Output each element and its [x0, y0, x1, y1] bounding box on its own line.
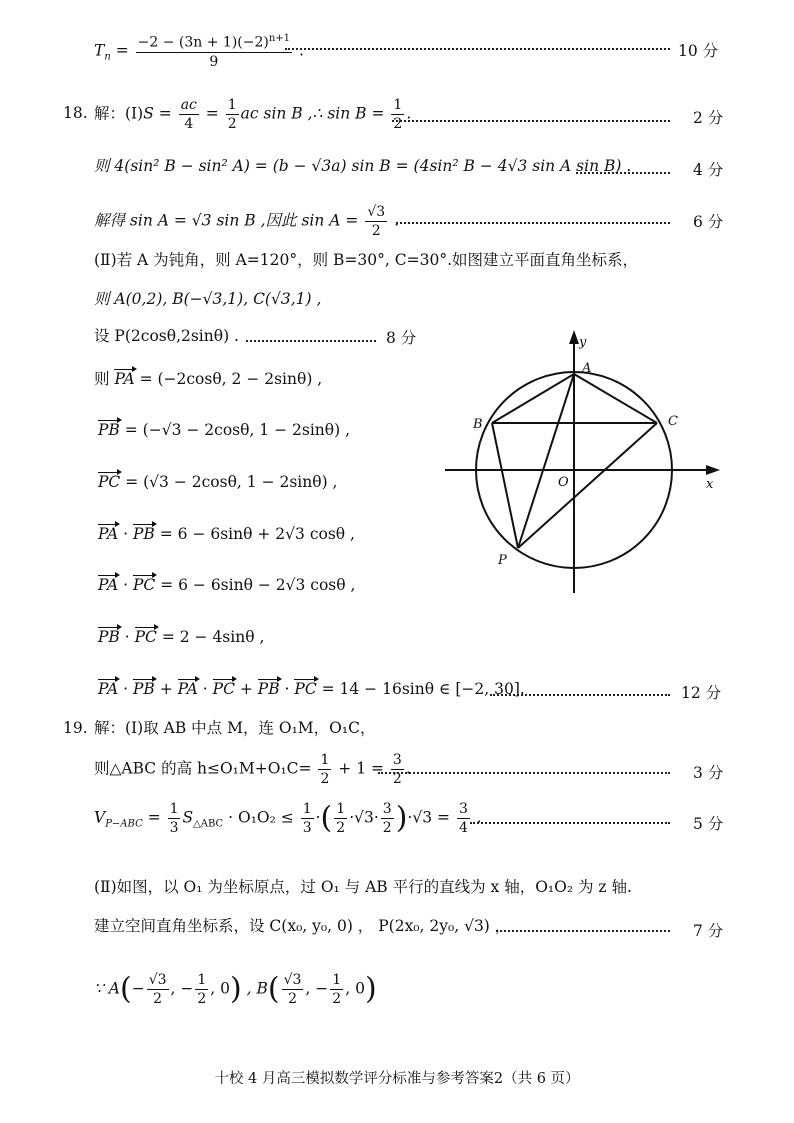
leader-dots [396, 222, 670, 224]
dot-pa-pb: PA · PB = 6 − 6sinθ + 2√3 cosθ , [98, 525, 355, 543]
q19-line6: ∵ A(− $\frac{√3}{2}$ , − $\frac{1}{2}$ , 0) , B( $\frac{√3}{2}$ , − $\frac{1}{2}$ , 0) [94, 971, 377, 1008]
score-7: 7 分 [693, 922, 724, 940]
leader-dots [496, 930, 670, 932]
score-3: 3 分 [693, 764, 724, 782]
dot-sum: PA · PB + PA · PC + PB · PC = 14 − 16sinθ ∈ [−2, 30]. [98, 680, 525, 698]
vec-pb: PB = (−√3 − 2cosθ, 1 − 2sinθ) , [98, 421, 350, 439]
coordinate-figure [440, 328, 730, 598]
label-P: P [498, 553, 507, 568]
dot-pa-pc: PA · PC = 6 − 6sinθ − 2√3 cosθ , [98, 576, 356, 594]
q19-line5: 建立空间直角坐标系，设 C(x₀, y₀, 0) ， P(2x₀, 2y₀, √3) ， [94, 917, 511, 935]
q18-line2: 则 4(sin² B − sin² A) = (b − √3a) sin B = (4sin² B − 4√3 sin A sin B) . [94, 157, 632, 175]
q19-line4: (Ⅱ)如图，以 O₁ 为坐标原点，过 O₁ 与 AB 平行的直线为 x 轴，O₁O₂ 为 z 轴. [94, 878, 632, 896]
q18-line5: 则 A(0,2), B(−√3,1), C(√3,1) , [94, 290, 322, 308]
q18-line3: 解得 sin A = √3 sin B ,因此 sin A = $\frac{√3}{2}$ . [94, 204, 399, 240]
score-8: 8 分 [386, 329, 417, 347]
label-x: x [706, 477, 714, 492]
label-A: A [582, 361, 592, 376]
label-O: O [558, 475, 569, 490]
y-axis-arrow-icon [569, 330, 579, 344]
score-6: 6 分 [693, 213, 724, 231]
q18-line1: 解：(Ⅰ)S = $\frac{ac}{4}$ = $\frac{1}{2}$ ac sin B ,∴ sin B = $\frac{1}{2}$ . [94, 97, 412, 133]
leader-dots [490, 694, 670, 696]
leader-dots [246, 340, 376, 342]
score-4: 4 分 [693, 161, 724, 179]
q18-line4: (Ⅱ)若 A 为钝角，则 A=120°，则 B=30°, C=30°.如图建立平面直角坐标系， [94, 251, 639, 269]
q19-line3: $V_{P-ABC}$ = $\frac{1}{3}$ $S_{\triangle ABC} \cdot O_1O_2$ ≤ $\frac{1}{3}$ ·( $\frac{1}{2}$ ·√3· $\frac{3}{2}$ )·√3 = $\frac{3}{4}$ . [94, 800, 482, 837]
q19-line2: 则△ABC 的高 h≤O₁M+O₁C= $\frac{1}{2}$ + 1 = $\frac{3}{2}$ . [94, 752, 411, 788]
leader-dots [470, 822, 670, 824]
score-5: 5 分 [693, 815, 724, 833]
label-y: y [579, 335, 587, 350]
leader-dots [285, 48, 670, 50]
vec-pc: PC = (√3 − 2cosθ, 1 − 2sinθ) , [98, 473, 338, 491]
score-12: 12 分 [681, 684, 722, 702]
leader-dots [378, 772, 670, 774]
label-C: C [668, 414, 678, 429]
vec-pa: 则 PA = (−2cosθ, 2 − 2sinθ) , [94, 370, 323, 388]
x-axis-arrow-icon [706, 465, 720, 475]
q18-line6: 设 P(2cosθ,2sinθ) . [94, 327, 239, 345]
q18-number: 18. [63, 104, 88, 122]
tn-formula: $T_n$ = $\frac{-2 - (3n + 1)(-2)^{n+1}}{9}$ . [94, 33, 304, 70]
label-B: B [473, 417, 483, 432]
leader-dots [576, 172, 670, 174]
q19-line1: 解：(Ⅰ)取 AB 中点 M，连 O₁M，O₁C， [94, 719, 376, 737]
q19-number: 19. [63, 719, 88, 737]
score-2: 2 分 [693, 109, 724, 127]
page-footer: 十校 4 月高三模拟数学评分标准与参考答案2（共 6 页） [214, 1071, 580, 1087]
dot-pb-pc: PB · PC = 2 − 4sinθ , [98, 628, 265, 646]
score-10: 10 分 [678, 42, 719, 60]
leader-dots [392, 120, 670, 122]
